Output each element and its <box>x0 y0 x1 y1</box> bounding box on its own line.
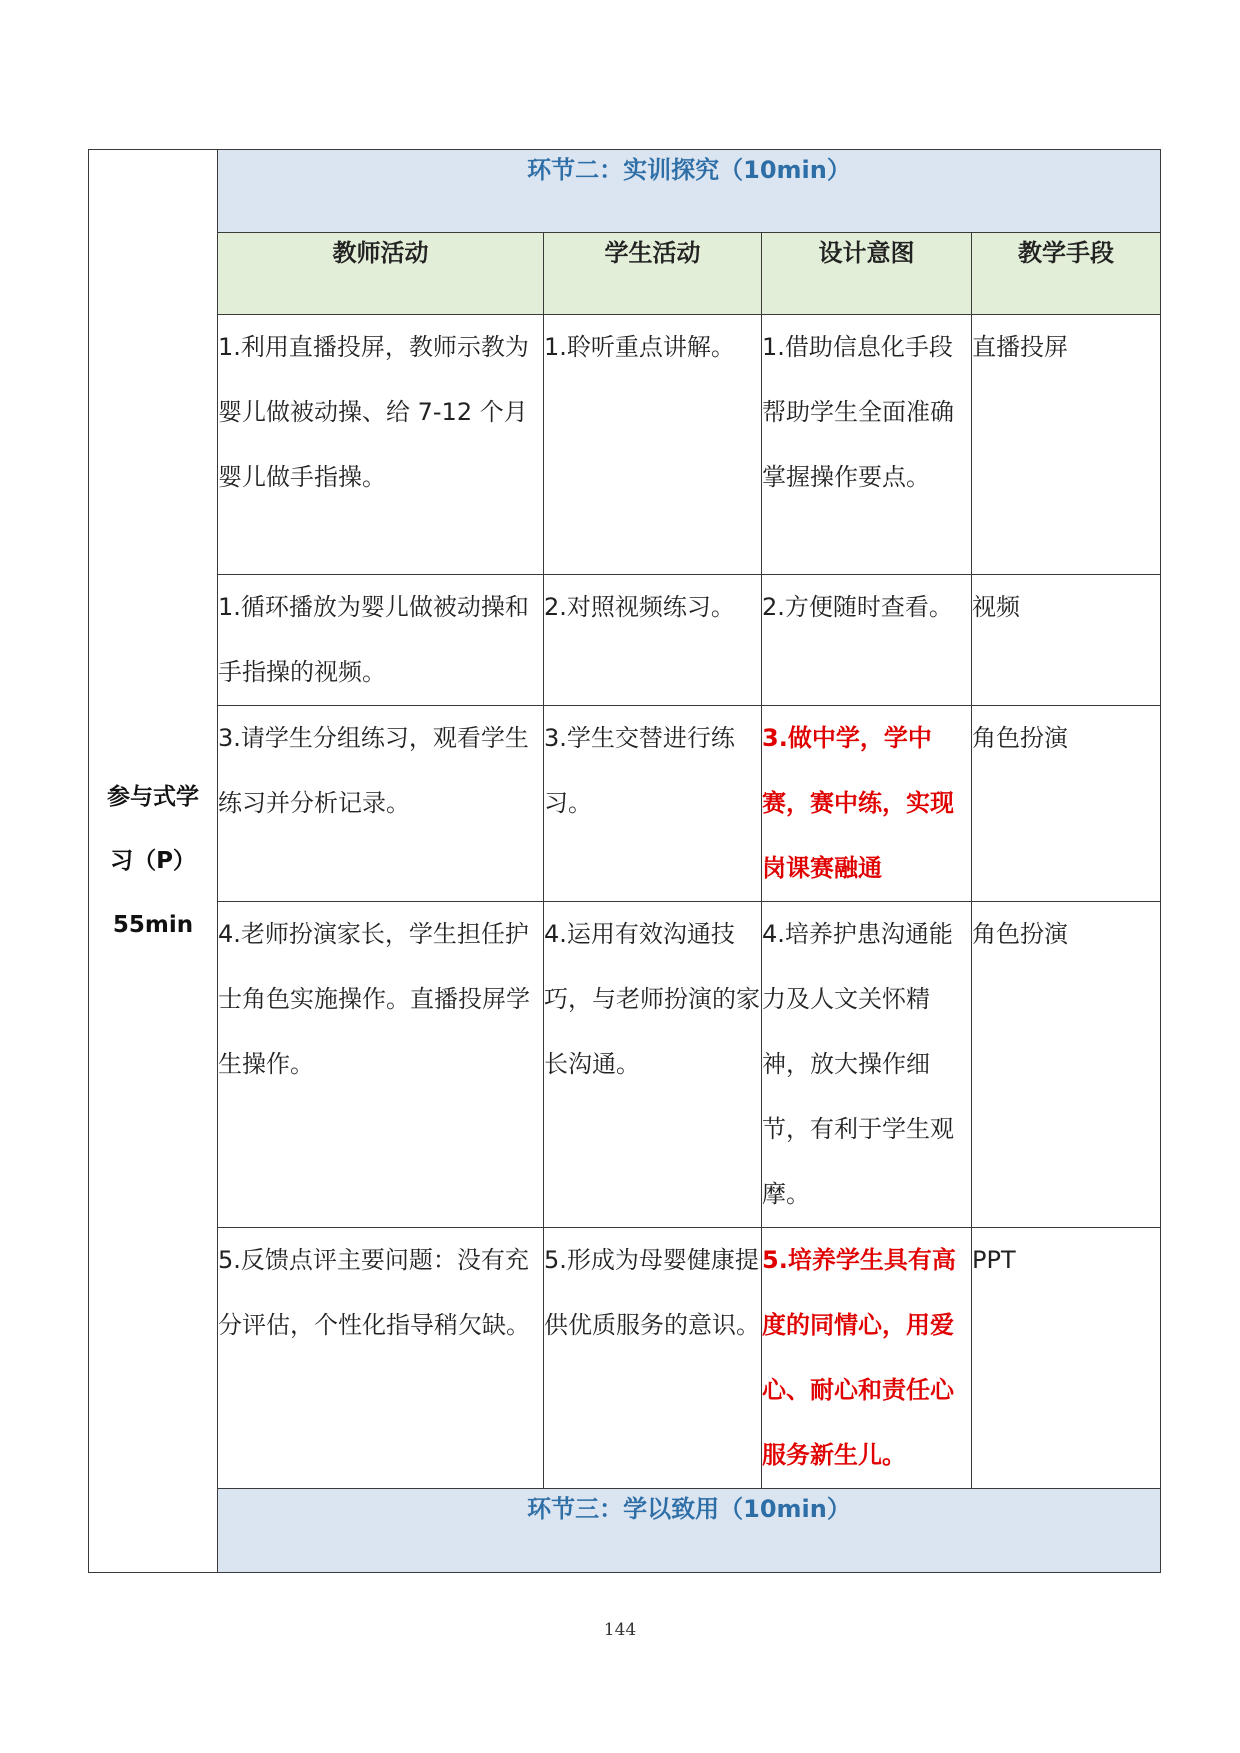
table-row <box>89 1228 1161 1489</box>
section-row-3 <box>89 1489 1161 1573</box>
teacher-activity-cell: 1.循环播放为婴儿做被动操和手指操的视频。 <box>218 575 544 706</box>
teaching-means-cell: 角色扮演 <box>972 902 1161 1228</box>
table-row <box>89 902 1161 1228</box>
design-intent-cell: 1.借助信息化手段帮助学生全面准确掌握操作要点。 <box>762 315 972 575</box>
table-row <box>89 315 1161 575</box>
table-row <box>89 706 1161 902</box>
header-student-activity: 学生活动 <box>544 233 762 315</box>
student-activity-cell: 3.学生交替进行练习。 <box>544 706 762 902</box>
teaching-means-cell: PPT <box>972 1228 1161 1489</box>
design-intent-cell: 3.做中学，学中赛，赛中练，实现岗课赛融通 <box>762 706 972 902</box>
section-title-3: 环节三：学以致用（10min） <box>218 1489 1161 1573</box>
header-teacher-activity: 教师活动 <box>218 233 544 315</box>
section-title-2: 环节二：实训探究（10min） <box>218 150 1161 233</box>
section-row-2 <box>89 150 1161 233</box>
teaching-means-cell: 角色扮演 <box>972 706 1161 902</box>
teaching-means-cell: 视频 <box>972 575 1161 706</box>
phase-duration: 55min <box>112 912 194 938</box>
header-row <box>89 233 1161 315</box>
teacher-activity-cell: 5.反馈点评主要问题：没有充分评估，个性化指导稍欠缺。 <box>218 1228 544 1489</box>
header-teaching-means: 教学手段 <box>972 233 1161 315</box>
teacher-activity-cell: 4.老师扮演家长，学生担任护士角色实施操作。直播投屏学生操作。 <box>218 902 544 1228</box>
teacher-activity-cell: 1.利用直播投屏，教师示教为婴儿做被动操、给 7-12 个月婴儿做手指操。 <box>218 315 544 575</box>
student-activity-cell: 1.聆听重点讲解。 <box>544 315 762 575</box>
phase-label-line2: 习（P） <box>110 848 196 874</box>
design-intent-cell: 4.培养护患沟通能力及人文关怀精神，放大操作细节，有利于学生观摩。 <box>762 902 972 1228</box>
student-activity-cell: 2.对照视频练习。 <box>544 575 762 706</box>
student-activity-cell: 5.形成为母婴健康提供优质服务的意识。 <box>544 1228 762 1489</box>
header-design-intent: 设计意图 <box>762 233 972 315</box>
page-number: 144 <box>603 1620 637 1640</box>
design-intent-cell: 2.方便随时查看。 <box>762 575 972 706</box>
phase-label-cell <box>89 150 218 1573</box>
phase-label-line1: 参与式学 <box>107 784 199 810</box>
design-intent-cell: 5.培养学生具有高度的同情心，用爱心、耐心和责任心服务新生儿。 <box>762 1228 972 1489</box>
teacher-activity-cell: 3.请学生分组练习，观看学生练习并分析记录。 <box>218 706 544 902</box>
teaching-means-cell: 直播投屏 <box>972 315 1161 575</box>
lesson-plan-table <box>88 149 1161 1573</box>
student-activity-cell: 4.运用有效沟通技巧，与老师扮演的家长沟通。 <box>544 902 762 1228</box>
table-row <box>89 575 1161 706</box>
